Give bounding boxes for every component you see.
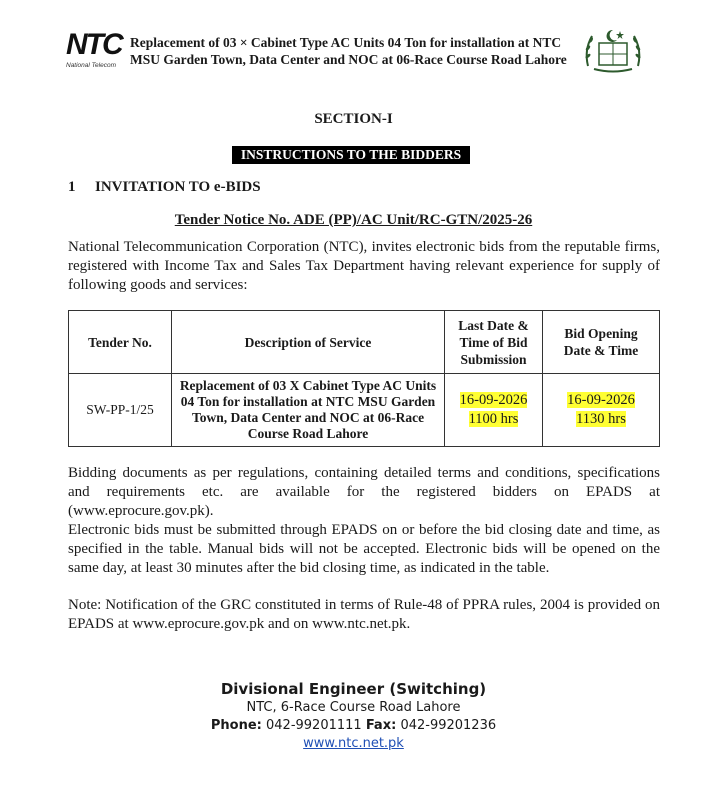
section-title: SECTION-I	[314, 111, 393, 127]
tender-table	[68, 310, 660, 447]
cell-opening	[543, 374, 660, 447]
header-bid-opening	[543, 311, 660, 374]
ntc-logo	[66, 30, 120, 70]
header-last-date	[445, 311, 543, 374]
contact-line	[0, 718, 707, 733]
header-tender-no: Tender No.	[69, 311, 172, 374]
last-date-value: 16-09-2026	[459, 392, 528, 408]
opening-time-value: 1130 hrs	[576, 411, 626, 427]
grc-note-paragraph: Note: Notification of the GRC constituted in terms of Rule-48 of PPRA rules, 2004 is provided on EPADS at www.eprocure.gov.pk and on www.ntc.net.pk.	[68, 597, 660, 632]
cell-last-date	[445, 374, 543, 447]
ntc-logo-subtext: National Telecom	[66, 62, 116, 69]
ntc-logo-mark: NTC	[66, 28, 122, 61]
header-title-line1: Replacement of 03 × Cabinet Type AC Units 04 Ton for installation at NTC	[130, 35, 562, 50]
fax-label: Fax:	[365, 718, 397, 733]
table-header-row	[69, 311, 660, 374]
heading-number: 1	[68, 179, 76, 195]
heading-invitation: INVITATION TO e-BIDS	[95, 179, 261, 195]
table-row	[69, 374, 660, 447]
tender-notice: Tender Notice No. ADE (PP)/AC Unit/RC-GTN/2025-26	[174, 212, 533, 228]
last-time-value: 1100 hrs	[468, 411, 519, 427]
phone-number: 042-99201111	[266, 718, 362, 733]
header-last-date-line3: Submission	[460, 351, 527, 367]
opening-date-value: 16-09-2026	[567, 392, 635, 408]
header-last-date-line1: Last Date &	[458, 317, 529, 333]
signatory-name: Divisional Engineer (Switching)	[220, 680, 487, 698]
bidding-documents-paragraph: Bidding documents as per regulations, containing detailed terms and conditions, specifications and requirements etc. are available for the registered bidders on EPADS at (www.eprocure.gov.pk).	[68, 465, 660, 519]
header-description: Description of Service	[172, 311, 445, 374]
government-emblem-icon	[582, 26, 644, 74]
instructions-heading: INSTRUCTIONS TO THE BIDDERS	[232, 146, 470, 164]
header-opening-line1: Bid Opening	[564, 326, 638, 341]
cell-tender-no: SW-PP-1/25	[69, 374, 172, 447]
intro-paragraph: National Telecommunication Corporation (NTC), invites electronic bids from the reputable firms, registered with Income Tax and Sales Tax Department having relevant experience for supply of following goods and services:	[68, 239, 660, 293]
signatory-address: NTC, 6-Race Course Road Lahore	[246, 700, 461, 715]
website-link[interactable]: www.ntc.net.pk	[303, 736, 404, 751]
electronic-bids-paragraph: Electronic bids must be submitted through EPADS on or before the bid closing date and time, as specified in the table. Manual bids will not be accepted. Electronic bids will be opened on the same day, at least 30 minutes after the bid closing time, as indicated in the table.	[68, 522, 660, 576]
fax-number: 042-99201236	[400, 718, 497, 733]
header-title	[130, 34, 570, 68]
cell-description: Replacement of 03 X Cabinet Type AC Units 04 Ton for installation at NTC MSU Garden Town, Data Center and NOC at 06-Race Course Road Lahore	[172, 374, 445, 447]
phone-label: Phone:	[210, 718, 262, 733]
header-opening-line2: Date & Time	[563, 343, 639, 358]
header-title-line2: MSU Garden Town, Data Center and NOC at 06-Race Course Road Lahore	[130, 52, 567, 67]
header-last-date-line2: Time of Bid	[459, 334, 528, 350]
